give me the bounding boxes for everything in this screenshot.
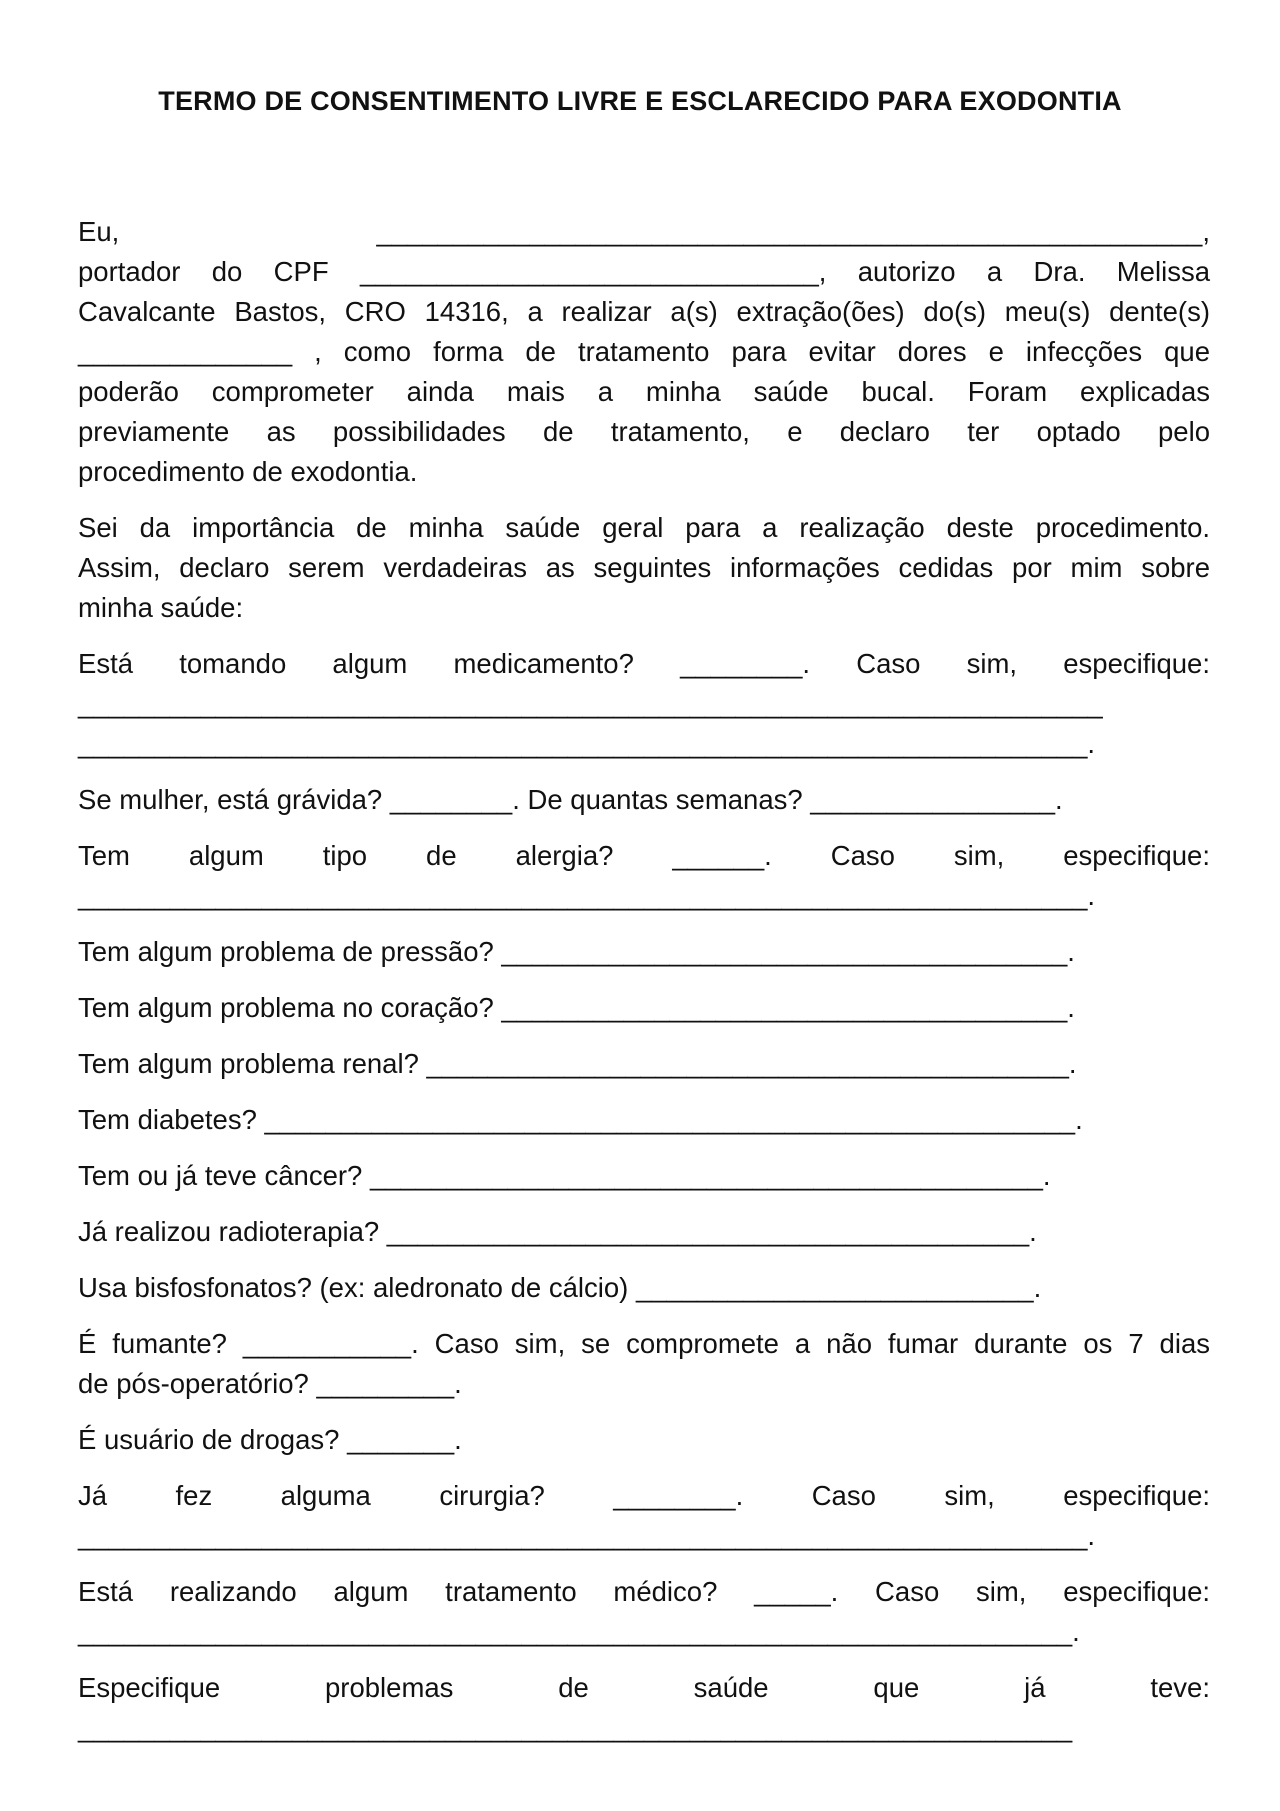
- question-cancer: [78, 1156, 1210, 1196]
- consent-paragraph: [78, 212, 1210, 452]
- question-pregnancy: [78, 780, 1210, 820]
- drugs-question: É usuário de drogas? _______.: [78, 1424, 462, 1455]
- health-declaration-paragraph: [78, 508, 1210, 588]
- consent-text-line: poderão comprometer ainda mais a minha saúde bucal. Foram explicadas: [78, 376, 1210, 407]
- health-problems-answer-line: _________________________________________________________________: [78, 1712, 1073, 1743]
- document-title: TERMO DE CONSENTIMENTO LIVRE E ESCLARECIDO PARA EXODONTIA: [158, 86, 1122, 116]
- smoker-question: É fumante? ___________. Caso sim, se compromete a não fumar durante os 7 dias: [78, 1328, 1210, 1359]
- medication-answer-line: __________________________________________________________________.: [78, 728, 1096, 759]
- question-allergy-end: [78, 876, 1210, 916]
- health-declaration-end: [78, 588, 1210, 628]
- question-diabetes: [78, 1100, 1210, 1140]
- declaration-line: minha saúde:: [78, 592, 244, 623]
- smoker-question: de pós-operatório? _________.: [78, 1368, 462, 1399]
- question-allergy: [78, 836, 1210, 876]
- heart-question: Tem algum problema no coração? _____________________________________.: [78, 992, 1075, 1023]
- question-smoker: [78, 1324, 1210, 1364]
- declaration-line: Sei da importância de minha saúde geral para a realização deste procedimento.: [78, 512, 1210, 543]
- allergy-question: Tem algum tipo de alergia? ______. Caso sim, especifique:: [78, 840, 1210, 871]
- consent-text-line: previamente as possibilidades de tratamento, e declaro ter optado pelo: [78, 416, 1210, 447]
- question-surgery-end: [78, 1516, 1210, 1556]
- question-radiotherapy: [78, 1212, 1210, 1252]
- consent-paragraph-end: [78, 452, 1210, 492]
- question-heart: [78, 988, 1210, 1028]
- document-body: [78, 212, 1210, 1764]
- question-smoker-end: [78, 1364, 1210, 1404]
- question-kidney: [78, 1044, 1210, 1084]
- health-problems-question: Especifique problemas de saúde que já teve:: [78, 1672, 1210, 1703]
- cancer-question: Tem ou já teve câncer? ____________________________________________.: [78, 1160, 1051, 1191]
- treatment-question: Está realizando algum tratamento médico? _____. Caso sim, especifique:: [78, 1576, 1210, 1607]
- bisphosphonates-question: Usa bisfosfonatos? (ex: aledronato de cálcio) __________________________.: [78, 1272, 1042, 1303]
- kidney-question: Tem algum problema renal? __________________________________________.: [78, 1048, 1077, 1079]
- pregnancy-question: Se mulher, está grávida? ________. De quantas semanas? ________________.: [78, 784, 1063, 815]
- question-health-problems-end: [78, 1708, 1210, 1748]
- declaration-line: Assim, declaro serem verdadeiras as seguintes informações cedidas por mim sobre: [78, 552, 1210, 583]
- surgery-question: Já fez alguma cirurgia? ________. Caso sim, especifique:: [78, 1480, 1210, 1511]
- question-treatment: [78, 1572, 1210, 1612]
- blood-pressure-question: Tem algum problema de pressão? _____________________________________.: [78, 936, 1075, 967]
- consent-text-line: procedimento de exodontia.: [78, 456, 418, 487]
- question-medication: [78, 644, 1210, 724]
- radiotherapy-question: Já realizou radioterapia? __________________________________________.: [78, 1216, 1037, 1247]
- diabetes-question: Tem diabetes? _____________________________________________________.: [78, 1104, 1083, 1135]
- teeth-line: ______________ , como forma de tratamento para evitar dores e infecções que: [78, 336, 1210, 367]
- allergy-answer-line: __________________________________________________________________.: [78, 880, 1096, 911]
- question-treatment-end: [78, 1612, 1210, 1652]
- medication-answer-line: ___________________________________________________________________: [78, 688, 1103, 719]
- question-medication-end: [78, 724, 1210, 764]
- question-surgery: [78, 1476, 1210, 1516]
- question-bisphosphonates: [78, 1268, 1210, 1308]
- surgery-answer-line: __________________________________________________________________.: [78, 1520, 1096, 1551]
- cpf-line: portador do CPF ______________________________, autorizo a Dra. Melissa: [78, 256, 1210, 287]
- question-blood-pressure: [78, 932, 1210, 972]
- medication-question: Está tomando algum medicamento? ________. Caso sim, especifique:: [78, 648, 1210, 679]
- treatment-answer-line: _________________________________________________________________.: [78, 1616, 1080, 1647]
- question-drugs: [78, 1420, 1210, 1460]
- dentist-line: Cavalcante Bastos, CRO 14316, a realizar a(s) extração(ões) do(s) meu(s) dente(s): [78, 296, 1210, 327]
- question-health-problems: [78, 1668, 1210, 1708]
- patient-name-line: Eu, ______________________________________________________,: [78, 216, 1210, 247]
